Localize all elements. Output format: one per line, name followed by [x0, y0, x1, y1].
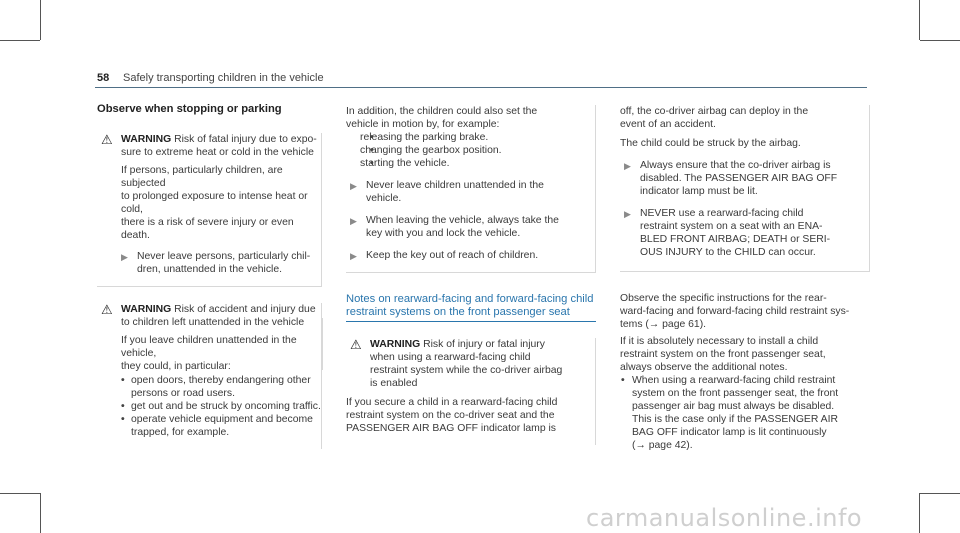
- list-line: • changing the gearbox position.: [360, 145, 502, 156]
- page-number: 58: [97, 72, 110, 84]
- step-line: Never leave children unattended in the: [366, 180, 544, 191]
- step-line: indicator lamp must be lit.: [640, 186, 758, 197]
- warning-text: Risk of fatal injury due to expo-: [171, 134, 317, 145]
- body-line: ward-facing and forward-facing child restraint sys-: [620, 306, 850, 317]
- arrow-step-icon: ▶: [624, 209, 631, 219]
- crop-mark: [0, 493, 40, 494]
- arrow-step-icon: ▶: [350, 251, 357, 261]
- list-item: [97, 400, 321, 413]
- step-line: restraint system on a seat with an ENA-: [640, 221, 823, 232]
- list-line: passenger air bag must always be disabled.: [632, 401, 835, 412]
- body-line: In addition, the children could also set the: [346, 106, 538, 117]
- warning-label: WARNING: [121, 134, 172, 145]
- heading-rule: [346, 321, 596, 322]
- step-line: Keep the key out of reach of children.: [366, 250, 539, 261]
- arrow-step-icon: ▶: [121, 252, 128, 262]
- warning-text: when using a rearward-facing child: [370, 352, 531, 363]
- warning-triangle-icon: ⚠: [101, 302, 113, 317]
- body-line: event of an accident.: [620, 119, 716, 130]
- warning-body: [346, 396, 595, 435]
- crop-mark: [0, 40, 40, 41]
- warning-text: is enabled: [370, 378, 418, 389]
- list-line: • operate vehicle equipment and become: [131, 414, 313, 425]
- crop-mark: [40, 493, 41, 533]
- list-item: [97, 413, 321, 439]
- warning-header: [97, 133, 321, 159]
- watermark: carmanualsonline.info: [586, 504, 863, 532]
- list-item: [97, 374, 321, 400]
- continued-box: [346, 105, 596, 273]
- crop-mark: [920, 493, 960, 494]
- warning-box: [346, 338, 596, 445]
- list-item: [346, 144, 595, 157]
- warning-header: [346, 338, 595, 390]
- absolutely-paragraph: [620, 335, 870, 374]
- body-line: restraint system on the co-driver seat and the: [346, 410, 555, 421]
- step-line: OUS INJURY to the CHILD can occur.: [640, 247, 816, 258]
- list-line: • When using a rearward-facing child restraint: [632, 375, 836, 386]
- body-line: restraint system on the front passenger seat,: [620, 349, 826, 360]
- instruction-step: [346, 214, 595, 240]
- arrow-step-icon: ▶: [350, 216, 357, 226]
- body-line: If you secure a child in a rearward-facing child: [346, 397, 558, 408]
- header-rule: [95, 87, 867, 88]
- arrow-step-icon: ▶: [350, 181, 357, 191]
- body-line: there is a risk of severe injury or even death.: [121, 217, 294, 241]
- column-3: [620, 105, 870, 452]
- list-line: system on the front passenger seat, the front: [632, 388, 839, 399]
- list-line: • open doors, thereby endangering other: [131, 375, 311, 386]
- instruction-step: [620, 207, 869, 259]
- warning-body: [97, 334, 321, 373]
- warning-body: [97, 164, 321, 242]
- step-line: disabled. The PASSENGER AIR BAG OFF: [640, 173, 838, 184]
- body-line: to prolonged exposure to intense heat or cold,: [121, 191, 308, 215]
- list-item: [346, 131, 595, 144]
- warning-triangle-icon: ⚠: [101, 132, 113, 147]
- body-line: they could, in particular:: [121, 361, 231, 372]
- body-line: If persons, particularly children, are subjected: [121, 165, 283, 189]
- column-divider: [322, 318, 323, 370]
- crop-mark: [919, 0, 920, 40]
- list-line: • releasing the parking brake.: [360, 132, 489, 143]
- body-line: The child could be struck by the airbag.: [620, 138, 801, 149]
- heading-line: restraint systems on the front passenger seat: [346, 306, 570, 318]
- instruction-step: [346, 179, 595, 205]
- warning-label: WARNING: [121, 304, 172, 315]
- body-line: Observe the specific instructions for the rear-: [620, 293, 827, 304]
- instruction-step: [346, 249, 595, 262]
- observe-paragraph: [620, 292, 870, 331]
- body-line: off, the co-driver airbag can deploy in the: [620, 106, 809, 117]
- warning-header: [97, 303, 321, 329]
- body-line: always observe the additional notes.: [620, 362, 788, 373]
- body-line: vehicle in motion by, for example:: [346, 119, 500, 130]
- warning-text: Risk of accident and injury due: [171, 304, 316, 315]
- warning-label: WARNING: [370, 339, 421, 350]
- arrow-step-icon: ▶: [624, 161, 631, 171]
- step-line: NEVER use a rearward-facing child: [640, 208, 804, 219]
- list-item: [346, 157, 595, 170]
- list-line: • get out and be struck by oncoming traffic.: [131, 401, 321, 412]
- warning-text: to children left unattended in the vehicle: [121, 317, 305, 328]
- list-line: persons or road users.: [131, 388, 235, 399]
- list-line: • starting the vehicle.: [360, 158, 450, 169]
- step-line: Always ensure that the co-driver airbag is: [640, 160, 831, 171]
- column-2: [346, 105, 596, 445]
- list-line: trapped, for example.: [131, 427, 230, 438]
- list-item: [620, 374, 870, 452]
- warning-box: [97, 303, 322, 449]
- warning-box: [97, 133, 322, 287]
- column-1: [97, 103, 322, 449]
- section-heading: Observe when stopping or parking: [97, 103, 282, 115]
- instruction-step: [97, 250, 321, 276]
- instruction-step: [620, 159, 869, 198]
- crop-mark: [919, 493, 920, 533]
- step-line: vehicle.: [366, 193, 402, 204]
- body-line: tems (→ page 61).: [620, 319, 707, 330]
- notes-heading: [346, 293, 596, 322]
- continued-box: [620, 105, 870, 272]
- list-line: BAG OFF indicator lamp is lit continuously: [632, 427, 827, 438]
- step-line: Never leave persons, particularly chil-: [137, 251, 311, 262]
- page-header-title: Safely transporting children in the vehicle: [123, 72, 324, 84]
- step-line: key with you and lock the vehicle.: [366, 228, 521, 239]
- step-line: When leaving the vehicle, always take the: [366, 215, 559, 226]
- step-line: BLED FRONT AIRBAG; DEATH or SERI-: [640, 234, 831, 245]
- body-line: If you leave children unattended in the vehicle,: [121, 335, 297, 359]
- crop-mark: [920, 40, 960, 41]
- body-line: PASSENGER AIR BAG OFF indicator lamp is: [346, 423, 556, 434]
- heading-line: Notes on rearward-facing and forward-facing child: [346, 293, 594, 305]
- body-line: If it is absolutely necessary to install a child: [620, 336, 819, 347]
- warning-text: Risk of injury or fatal injury: [420, 339, 545, 350]
- step-line: dren, unattended in the vehicle.: [137, 264, 282, 275]
- warning-text: sure to extreme heat or cold in the vehicle: [121, 147, 314, 158]
- list-line: This is the case only if the PASSENGER AIR: [632, 414, 838, 425]
- warning-text: restraint system while the co-driver airbag: [370, 365, 563, 376]
- warning-triangle-icon: ⚠: [350, 337, 362, 352]
- list-line: (→ page 42).: [632, 440, 693, 451]
- crop-mark: [40, 0, 41, 40]
